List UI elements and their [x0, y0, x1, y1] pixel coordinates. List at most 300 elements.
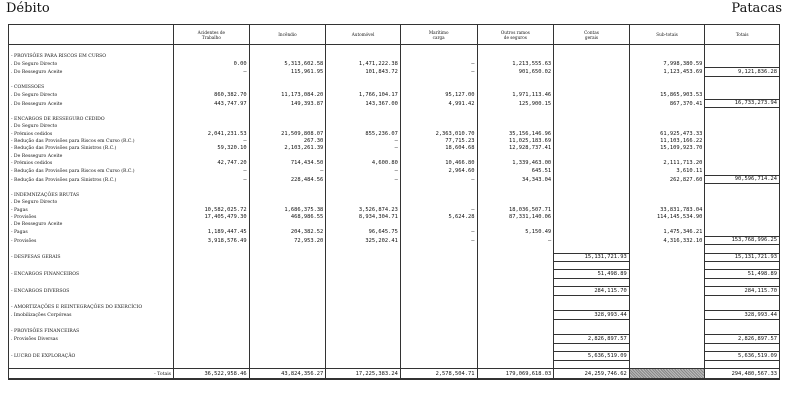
column-header-text: Totais [735, 32, 749, 37]
value-cell [477, 253, 554, 261]
value-cell [326, 360, 401, 368]
value-cell [629, 152, 705, 159]
value-cell [554, 116, 630, 123]
value-cell [554, 152, 630, 159]
row-label: - ENCARGOS FINANCEIROS [9, 270, 174, 278]
value-cell [705, 45, 780, 53]
value-cell [629, 335, 705, 343]
table-row [9, 167, 780, 175]
value-cell: 15,865,903.53 [629, 91, 705, 99]
value-cell [705, 130, 780, 137]
value-cell: 59,320.10 [174, 145, 250, 152]
value-cell: 860,382.70 [174, 91, 250, 99]
value-cell: 11,025,183.69 [477, 138, 554, 145]
value-cell [554, 245, 630, 253]
value-cell: 1,971,113.46 [477, 91, 554, 99]
value-cell [554, 84, 630, 91]
row-label: - Prémios cedidos [9, 160, 174, 167]
value-cell: 2,578,504.71 [400, 369, 477, 380]
value-cell [554, 138, 630, 145]
value-cell [629, 116, 705, 123]
value-cell [249, 199, 326, 206]
value-cell [400, 278, 477, 286]
row-label: - Pagas [9, 206, 174, 213]
value-cell [174, 184, 250, 192]
row-label: - Redução das Provisões para Sinistros (R.C.) [9, 145, 174, 152]
value-cell: 0.00 [174, 60, 250, 68]
row-label: - ENCARGOS DIVERSOS [9, 287, 174, 295]
value-cell [705, 221, 780, 228]
value-cell [554, 52, 630, 59]
value-cell [705, 199, 780, 206]
value-cell: 2,103,261.39 [249, 145, 326, 152]
value-cell [249, 152, 326, 159]
value-cell: 2,363,010.70 [400, 130, 477, 137]
value-cell [629, 253, 705, 261]
value-cell [629, 319, 705, 327]
value-cell [326, 84, 401, 91]
value-cell [554, 160, 630, 167]
value-cell [326, 352, 401, 360]
value-cell [705, 145, 780, 152]
value-cell [705, 191, 780, 198]
value-cell: 4,991.42 [400, 99, 477, 107]
value-cell [249, 319, 326, 327]
table-row [9, 130, 780, 137]
value-cell: 5,636,519.09 [554, 352, 630, 360]
value-cell: – [326, 145, 401, 152]
value-cell [477, 311, 554, 319]
value-cell [477, 319, 554, 327]
value-cell [477, 287, 554, 295]
section-header-row [9, 303, 780, 311]
value-cell [554, 68, 630, 76]
value-cell: 4,600.80 [326, 160, 401, 167]
spacer-row [9, 184, 780, 192]
value-cell: 1,475,346.21 [629, 228, 705, 236]
row-label: - Redução das Provisões para Riscos em Curso (R.C.) [9, 167, 174, 175]
value-cell [326, 343, 401, 351]
value-cell [554, 60, 630, 68]
value-cell [249, 303, 326, 311]
column-header-row [9, 25, 780, 45]
value-cell [705, 108, 780, 116]
value-cell: 61,925,473.33 [629, 130, 705, 137]
value-cell [326, 319, 401, 327]
spacer-row [9, 76, 780, 84]
section-header-row [9, 327, 780, 335]
value-cell [174, 287, 250, 295]
row-label [9, 319, 174, 327]
value-cell [705, 76, 780, 84]
value-cell [326, 253, 401, 261]
value-cell: 36,522,958.46 [174, 369, 250, 380]
row-label: . Do Seguro Directo [9, 123, 174, 130]
table-row [9, 91, 780, 99]
value-cell [477, 116, 554, 123]
value-cell: – [174, 175, 250, 183]
value-cell: 3,610.11 [629, 167, 705, 175]
value-cell: 5,636,519.09 [705, 352, 780, 360]
row-label [9, 295, 174, 303]
value-cell [326, 270, 401, 278]
value-cell [174, 221, 250, 228]
header-blank-cell [9, 25, 174, 45]
value-cell [554, 130, 630, 137]
value-cell [249, 245, 326, 253]
value-cell [554, 123, 630, 130]
value-cell: – [174, 68, 250, 76]
value-cell [477, 303, 554, 311]
value-cell: 284,115.70 [554, 287, 630, 295]
value-cell [400, 303, 477, 311]
value-cell [629, 76, 705, 84]
value-cell [705, 60, 780, 68]
section-header-row [9, 221, 780, 228]
value-cell [629, 261, 705, 269]
value-cell [326, 152, 401, 159]
value-cell [400, 76, 477, 84]
value-cell: 72,953.20 [249, 236, 326, 244]
row-label: . Do Seguro Directo [9, 60, 174, 68]
value-cell: 325,202.41 [326, 236, 401, 244]
row-label: . De Seguro Directo [9, 199, 174, 206]
value-cell [174, 343, 250, 351]
value-cell [400, 45, 477, 53]
value-cell: 16,733,273.94 [705, 99, 780, 107]
value-cell [629, 360, 705, 368]
value-cell [477, 278, 554, 286]
value-cell [174, 152, 250, 159]
value-cell: – [249, 167, 326, 175]
value-cell: 4,316,332.10 [629, 236, 705, 244]
column-header [249, 25, 326, 45]
value-cell: 18,036,507.71 [477, 206, 554, 213]
spacer-row [9, 245, 780, 253]
table-row [9, 270, 780, 278]
value-cell: 2,111,713.20 [629, 160, 705, 167]
value-cell [705, 84, 780, 91]
row-label: - Prémios cedidos [9, 130, 174, 137]
value-cell [174, 253, 250, 261]
value-cell [249, 76, 326, 84]
row-label: - INDEMNIZAÇÕES BRUTAS [9, 191, 174, 198]
value-cell [249, 191, 326, 198]
value-cell [174, 278, 250, 286]
shaded-cell [629, 369, 705, 380]
value-cell: 3,918,576.49 [174, 236, 250, 244]
value-cell: 867,370.41 [629, 99, 705, 107]
value-cell: 2,964.60 [400, 167, 477, 175]
row-label: - AMORTIZAÇÕES E REINTEGRAÇÕES DO EXERCÍCIO [9, 303, 174, 311]
value-cell [326, 287, 401, 295]
value-cell: 115,961.95 [249, 68, 326, 76]
value-cell [629, 327, 705, 335]
value-cell [629, 311, 705, 319]
value-cell [554, 343, 630, 351]
value-cell [705, 228, 780, 236]
table-row [9, 352, 780, 360]
row-label: . Do Resseguro Aceite [9, 68, 174, 76]
value-cell: 11,103,166.22 [629, 138, 705, 145]
value-cell [705, 214, 780, 221]
value-cell [249, 352, 326, 360]
value-cell: 21,509,808.07 [249, 130, 326, 137]
value-cell: 2,041,231.53 [174, 130, 250, 137]
value-cell [477, 295, 554, 303]
currency-label: Patacas [731, 1, 782, 16]
value-cell [477, 245, 554, 253]
value-cell [400, 360, 477, 368]
value-cell [174, 352, 250, 360]
value-cell: 267.30 [249, 138, 326, 145]
value-cell [554, 360, 630, 368]
value-cell [249, 45, 326, 53]
value-cell [477, 352, 554, 360]
table-row [9, 99, 780, 107]
value-cell [174, 84, 250, 91]
value-cell [477, 191, 554, 198]
value-cell [477, 108, 554, 116]
value-cell [629, 270, 705, 278]
section-header-row [9, 52, 780, 59]
value-cell: 8,934,304.71 [326, 214, 401, 221]
value-cell [705, 261, 780, 269]
table-row [9, 335, 780, 343]
value-cell [554, 45, 630, 53]
value-cell [400, 295, 477, 303]
value-cell [326, 199, 401, 206]
row-label: . Do Resseguro Aceite [9, 99, 174, 107]
value-cell: 1,686,375.38 [249, 206, 326, 213]
value-cell [705, 278, 780, 286]
column-header-text: Acidentes de [197, 29, 226, 35]
row-label [9, 76, 174, 84]
row-label: - Provisões [9, 236, 174, 244]
value-cell: 204,382.52 [249, 228, 326, 236]
value-cell [554, 214, 630, 221]
page-title-debit: Débito [6, 1, 50, 16]
row-label [9, 278, 174, 286]
value-cell [174, 311, 250, 319]
value-cell [554, 327, 630, 335]
value-cell [554, 191, 630, 198]
section-header-row [9, 199, 780, 206]
value-cell [705, 160, 780, 167]
value-cell [705, 52, 780, 59]
value-cell [174, 45, 250, 53]
row-label [9, 184, 174, 192]
row-label [9, 261, 174, 269]
value-cell [174, 327, 250, 335]
value-cell: 328,993.44 [554, 311, 630, 319]
value-cell [400, 191, 477, 198]
value-cell [174, 261, 250, 269]
value-cell [400, 199, 477, 206]
table-row [9, 253, 780, 261]
value-cell [400, 84, 477, 91]
value-cell: 17,225,383.24 [326, 369, 401, 380]
value-cell: 34,343.04 [477, 175, 554, 183]
value-cell: 33,831,783.04 [629, 206, 705, 213]
value-cell [629, 278, 705, 286]
value-cell [477, 152, 554, 159]
section-header-row [9, 152, 780, 159]
table-row [9, 175, 780, 183]
row-label: - PROVISÕES PARA RISCOS EM CURSO [9, 52, 174, 59]
row-label: . Provisões Diversas [9, 335, 174, 343]
row-label: - Totais [9, 369, 174, 380]
value-cell: 125,900.15 [477, 99, 554, 107]
value-cell [477, 45, 554, 53]
table-row [9, 311, 780, 319]
value-cell [249, 108, 326, 116]
value-cell [326, 45, 401, 53]
value-cell [400, 123, 477, 130]
row-label: . De Resseguro Aceite [9, 221, 174, 228]
row-label: . Imobilizações Corpóreas [9, 311, 174, 319]
value-cell [400, 335, 477, 343]
value-cell [705, 319, 780, 327]
value-cell [174, 245, 250, 253]
value-cell [400, 352, 477, 360]
row-label: - LUCRO DE EXPLORAÇÃO [9, 352, 174, 360]
value-cell [174, 199, 250, 206]
value-cell [477, 335, 554, 343]
value-cell [705, 327, 780, 335]
value-cell: 5,313,602.58 [249, 60, 326, 68]
value-cell [629, 245, 705, 253]
value-cell: 855,236.07 [326, 130, 401, 137]
spacer-row [9, 343, 780, 351]
column-header [554, 25, 630, 45]
value-cell [554, 303, 630, 311]
column-header-text: gerais [584, 34, 599, 40]
value-cell [400, 311, 477, 319]
value-cell: 714,434.50 [249, 160, 326, 167]
value-cell: 262,827.60 [629, 175, 705, 183]
column-header-text: de seguros [503, 34, 527, 40]
column-header-text: Sub-totais [656, 32, 678, 37]
value-cell: 228,484.56 [249, 175, 326, 183]
value-cell [400, 221, 477, 228]
value-cell [554, 236, 630, 244]
table-row [9, 60, 780, 68]
value-cell: – [326, 167, 401, 175]
value-cell [400, 287, 477, 295]
value-cell: 294,480,567.33 [705, 369, 780, 380]
value-cell [400, 245, 477, 253]
row-label: - Provisões [9, 214, 174, 221]
value-cell: 1,471,222.38 [326, 60, 401, 68]
value-cell [554, 199, 630, 206]
row-label: - ENCARGOS DE RESSEGURO CEDIDO [9, 116, 174, 123]
value-cell [400, 261, 477, 269]
value-cell [400, 343, 477, 351]
spacer-row [9, 45, 780, 53]
value-cell: 7,998,380.59 [629, 60, 705, 68]
value-cell: – [400, 68, 477, 76]
section-header-row [9, 116, 780, 123]
value-cell [326, 184, 401, 192]
value-cell [554, 319, 630, 327]
value-cell [477, 84, 554, 91]
value-cell [174, 335, 250, 343]
value-cell [554, 167, 630, 175]
value-cell [174, 303, 250, 311]
value-cell: – [400, 175, 477, 183]
value-cell [249, 335, 326, 343]
value-cell [249, 270, 326, 278]
value-cell [629, 52, 705, 59]
value-cell [477, 76, 554, 84]
value-cell [326, 191, 401, 198]
row-label [9, 343, 174, 351]
value-cell: 2,826,897.57 [705, 335, 780, 343]
value-cell [554, 175, 630, 183]
column-header-text: Automóvel [351, 32, 375, 37]
row-label: . De Resseguro Aceite [9, 152, 174, 159]
value-cell: 153,768,996.25 [705, 236, 780, 244]
value-cell: 15,131,721.93 [554, 253, 630, 261]
value-cell [400, 108, 477, 116]
value-cell: 24,259,746.62 [554, 369, 630, 380]
value-cell [174, 123, 250, 130]
value-cell: – [174, 138, 250, 145]
table-row [9, 160, 780, 167]
column-header-text: Marítimo [428, 29, 449, 35]
value-cell [249, 84, 326, 91]
column-header-text: carga [432, 34, 445, 40]
value-cell [249, 327, 326, 335]
value-cell [705, 303, 780, 311]
value-cell: 2,826,897.57 [554, 335, 630, 343]
row-label: - Pagas [9, 228, 174, 236]
value-cell [629, 84, 705, 91]
value-cell: – [326, 138, 401, 145]
value-cell [326, 116, 401, 123]
row-label: . Do Seguro Directo [9, 91, 174, 99]
value-cell: 114,145,534.90 [629, 214, 705, 221]
value-cell [705, 116, 780, 123]
value-cell [629, 352, 705, 360]
column-header [629, 25, 705, 45]
value-cell: 18,604.68 [400, 145, 477, 152]
value-cell: 51,498.89 [554, 270, 630, 278]
row-label: - COMISSÕES [9, 84, 174, 91]
value-cell: – [174, 167, 250, 175]
value-cell: 15,131,721.93 [705, 253, 780, 261]
table-row [9, 214, 780, 221]
value-cell: 1,339,463.00 [477, 160, 554, 167]
value-cell: 5,150.49 [477, 228, 554, 236]
value-cell: 87,331,140.06 [477, 214, 554, 221]
value-cell [705, 123, 780, 130]
value-cell [705, 206, 780, 213]
spacer-row [9, 261, 780, 269]
row-label: - Redução das Provisões para Sinistros (R.C.) [9, 175, 174, 183]
value-cell [249, 287, 326, 295]
value-cell [400, 152, 477, 159]
value-cell [477, 123, 554, 130]
value-cell [477, 360, 554, 368]
spacer-row [9, 108, 780, 116]
value-cell [477, 261, 554, 269]
row-label [9, 245, 174, 253]
value-cell [554, 108, 630, 116]
value-cell [705, 152, 780, 159]
value-cell [705, 343, 780, 351]
